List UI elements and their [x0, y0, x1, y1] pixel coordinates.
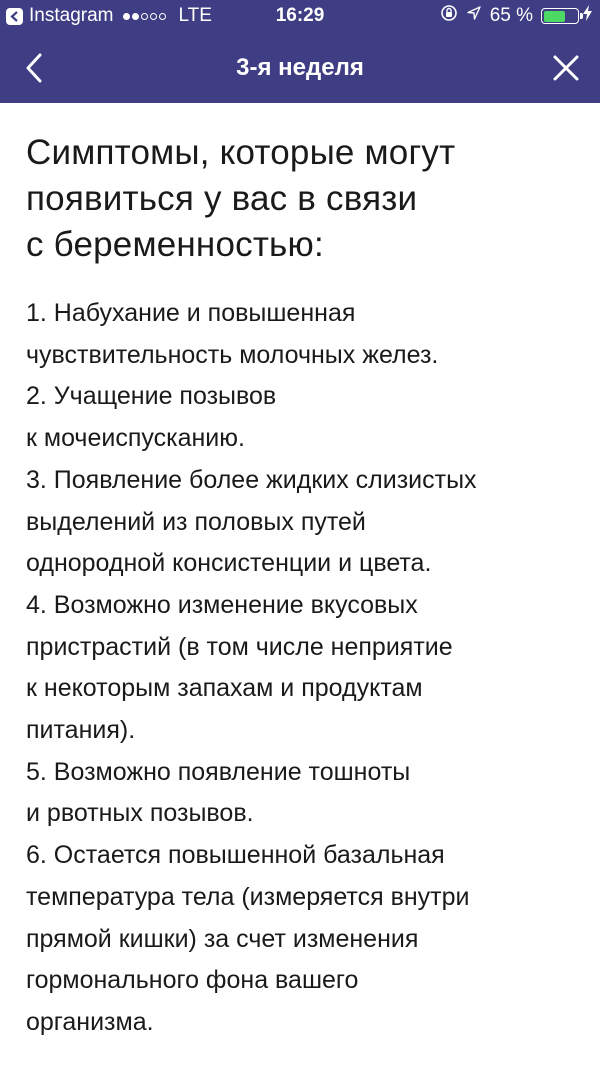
page-title: 3-я неделя: [236, 54, 364, 81]
symptom-line: чувствительность молочных желез.: [26, 340, 439, 369]
location-arrow-icon: [466, 5, 482, 27]
symptom-line: к некоторым запахам и продуктам: [26, 674, 423, 703]
close-icon: [553, 55, 579, 81]
symptom-line: пристрастий (в том числе неприятие: [26, 632, 453, 661]
symptom-line: выделений из половых путей: [26, 507, 366, 536]
symptom-line: организма.: [26, 1007, 154, 1036]
symptom-line: питания).: [26, 716, 136, 745]
carrier-label: LTE: [178, 5, 212, 26]
symptom-line: 5. Возможно появление тошноты: [26, 757, 411, 786]
symptom-line: к мочеиспусканию.: [26, 424, 245, 453]
charging-bolt-icon: [583, 5, 592, 27]
symptom-line: 6. Остается повышенной базальная: [26, 841, 445, 870]
symptom-line: 2. Учащение позывов: [26, 382, 277, 411]
back-to-app-label[interactable]: Instagram: [29, 5, 114, 26]
symptom-line: однородной консистенции и цвета.: [26, 549, 432, 578]
back-button[interactable]: [14, 48, 54, 88]
heading-line: появиться у вас в связи: [26, 179, 418, 218]
status-right: [432, 5, 592, 27]
article-content: [26, 130, 571, 1044]
rotation-lock-icon: [440, 4, 458, 28]
symptom-line: прямой кишки) за счет изменения: [26, 924, 419, 953]
symptom-line: 3. Появление более жидких слизистых: [26, 465, 477, 494]
nav-bar: [0, 33, 600, 103]
symptom-line: гормонального фона вашего: [26, 966, 359, 995]
battery-percent: 65 %: [489, 5, 533, 26]
heading-line: Симптомы, которые могут: [26, 133, 456, 172]
battery-icon: [541, 8, 579, 24]
symptom-line: температура тела (измеряется внутри: [26, 882, 470, 911]
app-header: [0, 0, 600, 103]
close-button[interactable]: [546, 48, 586, 88]
chevron-left-icon: [25, 53, 43, 83]
symptom-line: и рвотных позывов.: [26, 799, 254, 828]
symptoms-list: [26, 293, 571, 1044]
symptom-line: 1. Набухание и повышенная: [26, 299, 356, 327]
status-time: 16:29: [275, 5, 325, 26]
heading-line: с беременностью:: [26, 225, 324, 264]
battery-fill: [544, 11, 565, 22]
article-heading: [26, 130, 571, 268]
status-bar: [0, 0, 600, 33]
symptom-line: 4. Возможно изменение вкусовых: [26, 590, 418, 619]
